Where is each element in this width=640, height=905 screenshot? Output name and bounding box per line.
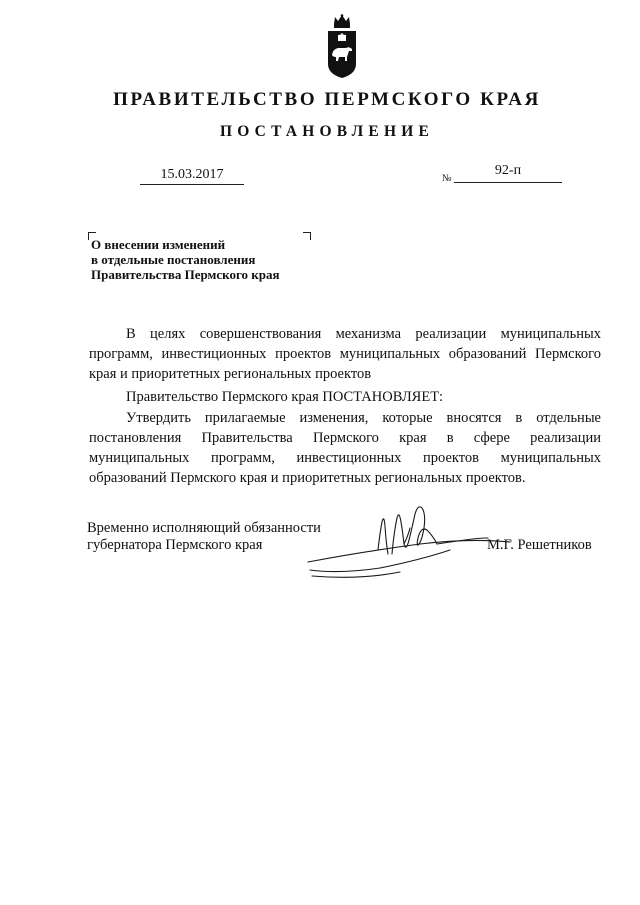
paragraph-text: Утвердить прилагаемые изменения, которые вносятся в отдельные постановления Правительства Пермского края в сфере реализации муниципальных программ, инвестиционных проектов муниципальных образований Пермского края и приоритетных региональных проектов.	[89, 410, 601, 486]
document-number: 92-п	[454, 163, 562, 183]
signer-position-line: губернатора Пермского края	[87, 537, 263, 553]
paragraph-text: В целях совершенствования механизма реализации муниципальных программ, инвестиционных проектов муниципальных образований Пермского края и приоритетных региональных проектов	[89, 326, 601, 382]
coat-of-arms-emblem	[325, 14, 359, 80]
body-paragraph-resolves	[89, 387, 601, 407]
document-subject	[91, 237, 280, 282]
document-type-title: ПОСТАНОВЛЕНИЕ	[219, 123, 435, 140]
organization-title: ПРАВИТЕЛЬСТВО ПЕРМСКОГО КРАЯ	[113, 89, 541, 110]
subject-line: в отдельные постановления	[91, 252, 256, 267]
subject-line: О внесении изменений	[91, 237, 226, 252]
body-paragraph-approve	[89, 408, 601, 488]
signer-position-line: Временно исполняющий обязанности	[87, 520, 321, 536]
body-paragraph-preamble	[89, 324, 601, 384]
paragraph-text: Правительство Пермского края ПОСТАНОВЛЯЕТ:	[126, 389, 444, 405]
signer-name: М.Г. Решетников	[487, 537, 592, 553]
subject-corner-top-right	[303, 232, 311, 240]
signer-position	[87, 520, 321, 554]
document-date: 15.03.2017	[140, 167, 244, 185]
number-sign-label: №	[442, 173, 452, 184]
subject-line: Правительства Пермского края	[91, 267, 280, 282]
